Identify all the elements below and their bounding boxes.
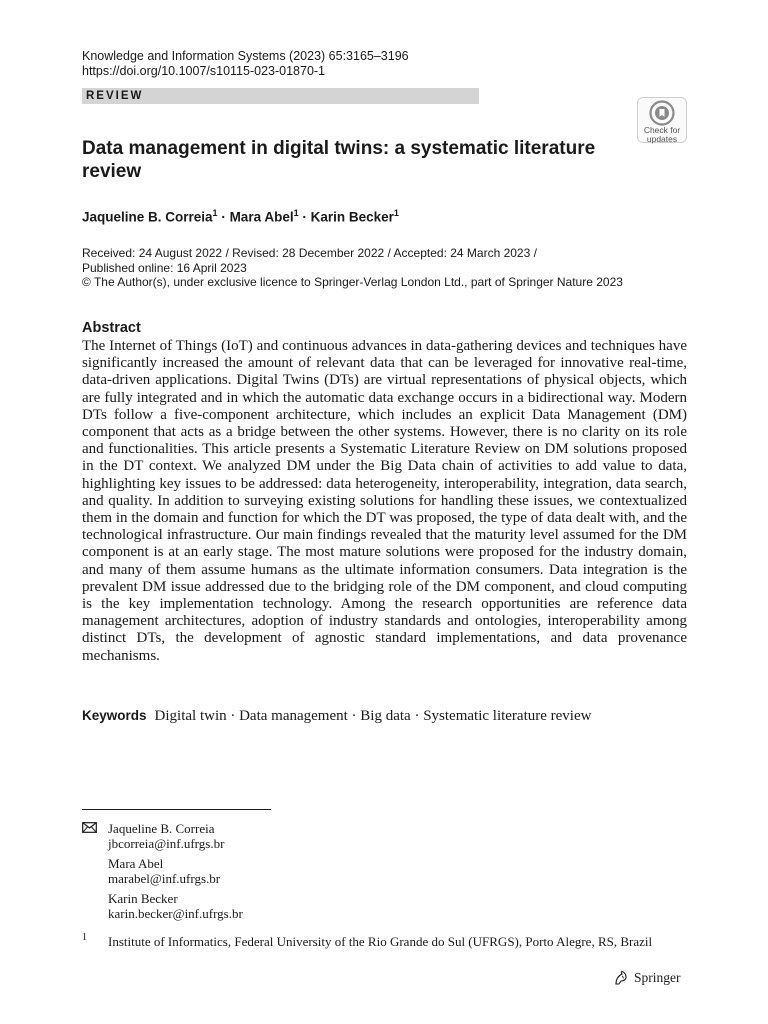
dates-line: Published online: 16 April 2023 bbox=[82, 260, 247, 275]
contact-block bbox=[108, 891, 243, 921]
envelope-icon bbox=[82, 822, 97, 833]
doi-link[interactable]: https://doi.org/10.1007/s10115-023-01870-1 bbox=[82, 64, 326, 78]
author-affil-mark: 1 bbox=[293, 208, 299, 218]
dates-line: Received: 24 August 2022 / Revised: 28 December 2022 / Accepted: 24 March 2023 / bbox=[82, 246, 537, 260]
check-for-updates-badge[interactable] bbox=[637, 97, 687, 143]
contact-block bbox=[108, 856, 220, 886]
abstract-text: The Internet of Things (IoT) and continuous advances in data-gathering devices and techniques have significantly increased the amount of relevant data that can be leveraged for innovative real-time, data-driven applications. Digital Twins (DTs) are virtual representations of physical objects, which are fully integrated and in which the automatic data exchange occurs in a bidirectional way. Modern DTs follow a five-component architecture, which includes an explicit Data Management (DM) component that acts as a bridge between the other systems. However, there is no clarity on its role and functionalities. This article presents a Systematic Literature Review on DM solutions proposed in the DT context. We analyzed DM under the Big Data chain of activities to add value to data, highlighting key issues to be addressed: data heterogeneity, interoperability, integration, data search, and quality. In addition to surveying existing solutions for handling these issues, we contextualized them in the domain and function for which the DT was proposed, the type of data dealt with, and the technological infrastructure. Our main findings revealed that the maturity level assumed for the DM component is at an early stage. The most mature solutions were proposed for the industry domain, and many of them assume humans as the ultimate information consumers. Data integration is the prevalent DM issue addressed due to the bridging role of the DM component, and cloud computing is the key implementation technology. Among the research opportunities are reference data management architectures, adoption of industry standards and ontologies, interoperability among distinct DTs, the development of agnostic standard implementations, and data provenance mechanisms. bbox=[82, 338, 687, 664]
author-separator: · bbox=[298, 209, 311, 225]
author-name[interactable]: Jaqueline B. Correia bbox=[82, 209, 213, 225]
author-name[interactable]: Karin Becker bbox=[310, 209, 394, 225]
copyright-line: © The Author(s), under exclusive licence to Springer-Verlag London Ltd., part of Springer Nature 2023 bbox=[82, 275, 623, 289]
contact-block bbox=[108, 821, 224, 851]
author-name[interactable]: Mara Abel bbox=[229, 209, 294, 225]
springer-horse-icon bbox=[613, 970, 629, 986]
article-history bbox=[82, 246, 692, 290]
contact-name: Karin Becker bbox=[108, 891, 178, 906]
author-separator: · bbox=[217, 209, 230, 225]
check-line-2: updates bbox=[646, 134, 678, 144]
author-affil-mark: 1 bbox=[212, 208, 218, 218]
affiliation-text: Institute of Informatics, Federal University of the Rio Grande do Sul (UFRGS), Porto Alegre, RS, Brazil bbox=[108, 934, 653, 949]
author-list bbox=[82, 208, 399, 225]
affiliation-number: 1 bbox=[82, 932, 87, 943]
footnote-divider bbox=[82, 809, 271, 810]
contact-email[interactable]: karin.becker@inf.ufrgs.br bbox=[108, 906, 243, 921]
journal-citation bbox=[82, 49, 409, 79]
keywords-list: Digital twin · Data management · Big data · Systematic literature review bbox=[154, 708, 592, 724]
abstract-heading: Abstract bbox=[82, 320, 141, 336]
contact-name: Mara Abel bbox=[108, 856, 164, 871]
contact-name: Jaqueline B. Correia bbox=[108, 821, 215, 836]
keywords bbox=[82, 708, 591, 725]
contact-email[interactable]: marabel@inf.ufrgs.br bbox=[108, 871, 221, 886]
publisher-name: Springer bbox=[634, 970, 681, 985]
keywords-heading: Keywords bbox=[82, 708, 147, 723]
article-title: Data management in digital twins: a systematic literature review bbox=[82, 138, 596, 182]
author-affil-mark: 1 bbox=[393, 208, 399, 218]
section-label: REVIEW bbox=[82, 88, 479, 104]
journal-line: Knowledge and Information Systems (2023) 65:3165–3196 bbox=[82, 49, 409, 63]
bookmark-circle-icon bbox=[649, 100, 675, 126]
check-line-1: Check for bbox=[643, 125, 681, 135]
publisher-logo bbox=[613, 970, 681, 986]
contact-email[interactable]: jbcorreia@inf.ufrgs.br bbox=[108, 836, 225, 851]
